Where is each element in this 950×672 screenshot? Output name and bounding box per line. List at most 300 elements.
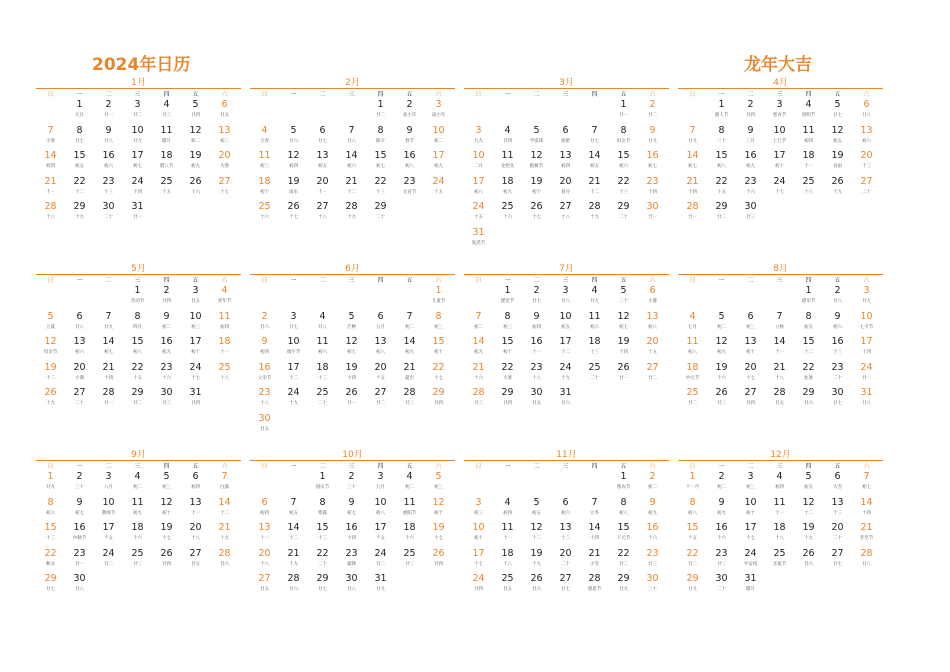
day-number: 3 [475, 496, 482, 508]
day-cell [794, 362, 823, 382]
day-cell [580, 176, 609, 196]
day-number: 26 [44, 387, 57, 398]
lunar-label: 十三 [833, 350, 842, 355]
day-number: 5 [290, 124, 297, 136]
day-cell [308, 387, 337, 407]
day-number: 3 [134, 99, 141, 110]
day-cell [210, 548, 239, 568]
day-cell [493, 150, 522, 170]
day-number: 5 [834, 99, 841, 110]
day-number: 27 [374, 387, 387, 398]
day-number: 18 [686, 361, 699, 373]
day-number: 1 [504, 285, 511, 296]
month-name: 1月 [131, 78, 146, 88]
day-cell [580, 573, 609, 593]
lunar-label: 十九 [289, 561, 298, 567]
lunar-label: 初九 [162, 350, 171, 355]
weekday-header: 四 [591, 463, 598, 470]
day-number: 31 [744, 573, 757, 584]
weekday-header: 五 [192, 277, 199, 284]
day-cell [395, 387, 424, 407]
day-number: 7 [406, 310, 413, 322]
lunar-label: 廿九 [376, 587, 385, 592]
day-number: 26 [287, 201, 300, 212]
day-number: 23 [102, 175, 115, 187]
lunar-label: 廿三 [717, 561, 726, 567]
day-number: 17 [472, 547, 485, 559]
day-cell [94, 311, 123, 331]
day-cell [279, 176, 308, 196]
day-cell [551, 387, 580, 407]
day-cell [250, 150, 279, 170]
weekday-header: 六 [863, 91, 870, 98]
day-number: 13 [860, 124, 873, 136]
lunar-label: 二十 [561, 561, 570, 567]
day-number: 4 [776, 471, 783, 482]
weekday-header: 三 [134, 277, 141, 284]
day-number: 3 [435, 99, 442, 110]
lunar-label: 二十 [862, 189, 871, 195]
day-number: 26 [831, 175, 844, 187]
day-cell [736, 362, 765, 382]
lunar-label: 廿四 [474, 587, 483, 592]
day-number: 1 [377, 99, 384, 110]
lunar-label: 初二 [717, 485, 726, 490]
month-name: 7月 [559, 264, 574, 274]
lunar-label: 初六 [347, 164, 356, 169]
lunar-label: 初十 [746, 510, 755, 516]
day-number: 24 [744, 547, 757, 559]
lunar-label: 廿二 [648, 113, 657, 118]
day-number: 28 [218, 547, 231, 559]
day-cell [279, 548, 308, 568]
lunar-label: 初二 [434, 138, 443, 144]
weekday-header: 二 [105, 463, 112, 470]
day-cell [464, 125, 493, 145]
day-number: 29 [432, 387, 445, 398]
day-number: 25 [258, 201, 271, 212]
day-number: 16 [530, 336, 543, 347]
day-number: 3 [747, 471, 754, 482]
weekday-header: 三 [562, 277, 569, 284]
day-number: 23 [715, 547, 728, 559]
lunar-label: 廿六 [804, 561, 813, 567]
lunar-label: 初九 [133, 510, 142, 516]
day-cell [94, 548, 123, 568]
day-number: 7 [290, 496, 297, 508]
day-number: 13 [316, 150, 329, 161]
day-cell [65, 201, 94, 221]
day-number: 4 [689, 310, 696, 322]
day-number: 15 [432, 336, 445, 347]
lunar-label: 廿四 [503, 401, 512, 406]
day-number: 9 [718, 496, 725, 508]
day-number: 18 [258, 175, 271, 187]
day-number: 15 [617, 522, 630, 533]
day-cell [424, 125, 453, 145]
day-number: 27 [218, 175, 231, 187]
day-number: 29 [686, 573, 699, 584]
weekday-header: 一 [76, 277, 83, 284]
day-cell [250, 176, 279, 196]
day-cell [210, 150, 239, 170]
lunar-label: 廿七 [561, 587, 570, 592]
day-number: 16 [715, 522, 728, 533]
weekday-header: 日 [261, 91, 268, 98]
day-cell [707, 387, 736, 407]
day-number: 3 [377, 471, 384, 482]
day-cell [279, 497, 308, 517]
day-cell [464, 573, 493, 593]
day-number: 29 [374, 201, 387, 212]
day-cell [395, 522, 424, 542]
day-cell [152, 471, 181, 491]
day-number: 6 [562, 496, 569, 508]
lunar-label: 十四 [862, 350, 871, 355]
lunar-label: 初十 [775, 164, 784, 169]
day-cell [736, 150, 765, 170]
lunar-label: 廿七 [75, 138, 84, 144]
lunar-label: 十一 [191, 510, 200, 516]
lunar-label: 廿六 [561, 401, 570, 406]
day-number: 12 [160, 496, 173, 508]
day-number: 24 [102, 547, 115, 559]
day-number: 20 [258, 547, 271, 559]
weekday-header: 六 [649, 277, 656, 284]
day-number: 17 [131, 150, 144, 161]
lunar-label: 初八 [474, 189, 483, 195]
day-number: 24 [472, 573, 485, 584]
day-number: 11 [258, 150, 271, 161]
day-cell [152, 497, 181, 517]
day-cell [580, 497, 609, 517]
lunar-label: 十八 [804, 189, 813, 195]
lunar-label: 大雪 [833, 485, 842, 490]
day-cell [678, 176, 707, 196]
weekday-header: 三 [776, 463, 783, 470]
lunar-label: 初九 [717, 350, 726, 355]
lunar-label: 廿一 [862, 375, 871, 381]
day-cell [279, 522, 308, 542]
day-number: 2 [533, 285, 540, 296]
day-number: 3 [776, 99, 783, 110]
lunar-label: 初九 [503, 189, 512, 195]
lunar-label: 初二 [162, 324, 171, 330]
lunar-label: 初七 [688, 164, 697, 169]
lunar-label: 初四 [289, 164, 298, 169]
day-number: 22 [316, 547, 329, 559]
lunar-label: 三十 [717, 138, 726, 144]
day-cell [493, 336, 522, 356]
lunar-label: 芒种 [347, 324, 356, 330]
lunar-label: 愚人节 [714, 113, 729, 118]
lunar-label: 初四 [260, 350, 269, 355]
lunar-label: 廿一 [619, 113, 628, 118]
weekday-header: 四 [377, 91, 384, 98]
day-cell [210, 125, 239, 145]
lunar-label: 初七 [347, 350, 356, 355]
day-number: 23 [345, 547, 358, 559]
day-cell [395, 150, 424, 170]
day-number: 23 [646, 547, 659, 559]
lunar-label: 四月 [133, 324, 142, 330]
day-number: 19 [802, 522, 815, 533]
weekday-header: 二 [319, 277, 326, 284]
lunar-label: 廿七 [532, 299, 541, 304]
day-cell [638, 201, 667, 221]
day-number: 21 [860, 522, 873, 533]
lunar-label: 儿童节 [431, 299, 446, 304]
lunar-label: 初九 [474, 350, 483, 355]
day-cell [794, 176, 823, 196]
lunar-label: 雨水 [289, 189, 298, 195]
day-cell [36, 362, 65, 382]
day-cell [736, 497, 765, 517]
lunar-label: 廿九 [133, 138, 142, 144]
day-cell [522, 497, 551, 517]
day-cell [424, 285, 453, 305]
lunar-label: 廿一 [104, 401, 113, 406]
day-number: 11 [501, 150, 514, 161]
day-number: 29 [617, 573, 630, 584]
lunar-label: 立冬 [590, 510, 599, 516]
lunar-label: 妇女节 [616, 138, 631, 144]
day-cell [736, 311, 765, 331]
weekday-header: 四 [377, 463, 384, 470]
lunar-label: 三十 [619, 299, 628, 304]
day-number: 13 [189, 496, 202, 508]
day-cell [678, 471, 707, 491]
lunar-label: 春分 [561, 189, 570, 195]
lunar-label: 廿四 [162, 299, 171, 304]
month-divider [678, 274, 883, 275]
lunar-label: 十六 [133, 536, 142, 541]
lunar-label: 二十 [833, 375, 842, 381]
day-cell [551, 176, 580, 196]
lunar-label: 初六 [561, 510, 570, 516]
lunar-label: 十八 [532, 375, 541, 381]
lunar-label: 十一 [775, 510, 784, 516]
day-number: 11 [131, 496, 144, 508]
day-number: 8 [689, 496, 696, 508]
day-number: 7 [591, 124, 598, 136]
lunar-label: 初三 [434, 485, 443, 490]
day-number: 27 [316, 201, 329, 212]
day-cell [337, 176, 366, 196]
lunar-label: 十八 [260, 401, 269, 406]
lunar-label: 十一 [46, 189, 55, 195]
day-number: 25 [802, 175, 815, 187]
lunar-label: 初三 [474, 510, 483, 516]
weekday-header: 五 [406, 277, 413, 284]
day-cell [794, 311, 823, 331]
lunar-label: 十六 [503, 215, 512, 220]
lunar-label: 小满 [75, 375, 84, 381]
day-cell [580, 548, 609, 568]
day-number: 14 [860, 496, 873, 508]
lunar-label: 廿二 [104, 561, 113, 567]
day-cell [852, 336, 881, 356]
day-cell [551, 285, 580, 305]
day-number: 26 [530, 573, 543, 584]
weekday-header: 六 [435, 277, 442, 284]
day-cell [366, 176, 395, 196]
lunar-label: 廿四 [746, 401, 755, 406]
day-number: 2 [747, 99, 754, 110]
day-number: 10 [744, 496, 757, 508]
day-cell [181, 387, 210, 407]
day-cell [522, 201, 551, 221]
lunar-label: 十七 [532, 215, 541, 220]
day-number: 25 [218, 361, 231, 373]
day-cell [181, 362, 210, 382]
day-number: 15 [501, 336, 514, 347]
day-cell [794, 125, 823, 145]
month-name: 2月 [345, 78, 360, 88]
day-cell [464, 227, 493, 247]
day-number: 28 [403, 387, 416, 398]
weekday-header: 日 [47, 463, 54, 470]
lunar-label: 十二 [804, 350, 813, 355]
weekday-header: 日 [475, 463, 482, 470]
day-number: 10 [472, 522, 485, 533]
day-number: 7 [47, 124, 54, 136]
day-cell [638, 311, 667, 331]
day-cell [707, 176, 736, 196]
day-cell [36, 336, 65, 356]
day-number: 5 [805, 471, 812, 482]
day-cell [181, 336, 210, 356]
day-cell [279, 201, 308, 221]
day-cell [823, 336, 852, 356]
day-cell [65, 548, 94, 568]
day-cell [609, 99, 638, 119]
day-cell [765, 176, 794, 196]
lunar-label: 初三 [434, 324, 443, 330]
month-divider [36, 88, 241, 89]
lunar-label: 处暑 [804, 375, 813, 381]
day-cell [852, 150, 881, 170]
day-cell [250, 497, 279, 517]
lunar-label: 五月 [376, 324, 385, 330]
day-number: 1 [620, 471, 627, 482]
day-cell [638, 573, 667, 593]
day-cell [765, 522, 794, 542]
weekday-header: 五 [620, 463, 627, 470]
day-cell [36, 573, 65, 593]
lunar-label: 廿二 [376, 401, 385, 406]
day-cell [424, 497, 453, 517]
weekday-header: 四 [163, 91, 170, 98]
lunar-label: 初六 [46, 510, 55, 516]
day-number: 22 [73, 175, 86, 187]
day-cell [823, 99, 852, 119]
lunar-label: 初三 [260, 164, 269, 169]
weekday-header: 五 [620, 277, 627, 284]
day-cell [65, 471, 94, 491]
day-number: 17 [189, 336, 202, 347]
day-cell [493, 201, 522, 221]
day-number: 27 [559, 573, 572, 584]
weekday-header: 四 [377, 277, 384, 284]
lunar-label: 建党节 [500, 299, 515, 304]
day-cell [308, 201, 337, 221]
day-number: 15 [73, 150, 86, 161]
day-number: 21 [287, 547, 300, 559]
day-number: 30 [73, 573, 86, 584]
weekday-header: 五 [620, 91, 627, 98]
day-cell [424, 99, 453, 119]
day-number: 27 [860, 175, 873, 187]
lunar-label: 十二 [46, 375, 55, 381]
day-number: 14 [345, 150, 358, 161]
day-number: 12 [530, 522, 543, 533]
day-cell [424, 176, 453, 196]
day-number: 30 [646, 573, 659, 584]
day-number: 27 [831, 547, 844, 559]
lunar-label: 大寒 [220, 164, 229, 169]
day-cell [250, 548, 279, 568]
day-number: 27 [189, 547, 202, 559]
day-number: 22 [686, 547, 699, 559]
lunar-label: 平安夜 [743, 561, 758, 567]
lunar-label: 初八 [688, 510, 697, 516]
weekday-header: 四 [163, 277, 170, 284]
day-number: 28 [472, 387, 485, 398]
day-cell [551, 150, 580, 170]
lunar-label: 初七 [619, 324, 628, 330]
day-cell [638, 176, 667, 196]
day-number: 15 [374, 150, 387, 161]
lunar-label: 二十 [75, 401, 84, 406]
weekday-header: 二 [747, 277, 754, 284]
day-number: 11 [802, 124, 815, 136]
weekday-header: 二 [747, 463, 754, 470]
lunar-label: 廿一 [688, 215, 697, 220]
day-number: 12 [617, 310, 630, 322]
lunar-label: 十九 [220, 536, 229, 541]
lunar-label: 廿五 [191, 299, 200, 304]
day-number: 29 [73, 201, 86, 212]
lunar-label: 廿七 [289, 324, 298, 330]
day-cell [250, 201, 279, 221]
lunar-label: 谷雨 [833, 164, 842, 169]
day-cell [707, 548, 736, 568]
day-cell [707, 573, 736, 593]
day-number: 8 [620, 124, 627, 136]
lunar-label: 十三 [318, 536, 327, 541]
weekday-header: 五 [834, 91, 841, 98]
day-number: 2 [649, 99, 656, 110]
day-number: 8 [435, 310, 442, 322]
lunar-label: 初五 [289, 510, 298, 516]
day-number: 23 [73, 547, 86, 559]
day-number: 17 [559, 336, 572, 347]
day-cell [279, 362, 308, 382]
day-cell [152, 285, 181, 305]
day-number: 29 [131, 387, 144, 398]
day-cell [65, 125, 94, 145]
lunar-label: 廿六 [289, 138, 298, 144]
day-cell [366, 387, 395, 407]
day-cell [638, 362, 667, 382]
lunar-label: 学雷锋 [529, 138, 544, 144]
day-number: 20 [559, 547, 572, 559]
day-cell [181, 176, 210, 196]
day-number: 24 [860, 361, 873, 373]
lunar-label: 初八 [376, 510, 385, 516]
lunar-label: 廿八 [347, 587, 356, 592]
